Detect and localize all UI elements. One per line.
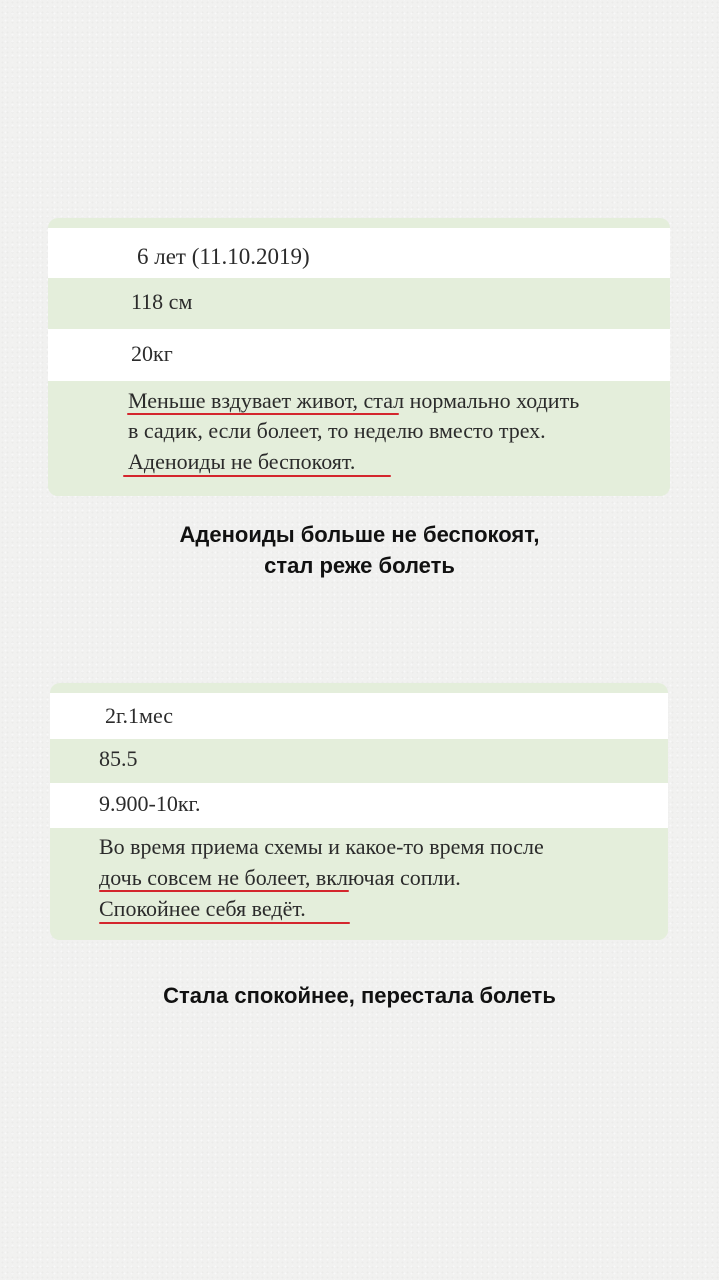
age-row (50, 693, 668, 739)
highlight-underline (123, 475, 391, 477)
weight-row (50, 783, 668, 828)
height-row (50, 739, 668, 783)
weight-value: 9.900-10кг. (99, 791, 201, 816)
caption-line: стал реже болеть (264, 553, 455, 578)
height-value: 118 см (131, 289, 193, 314)
highlight-underline (127, 413, 399, 415)
medical-record-card-2 (50, 683, 668, 940)
weight-value: 20кг (131, 341, 173, 366)
notes-line: Меньше вздувает живот, стал нормально ходить (128, 388, 580, 413)
notes-line: Аденоиды не беспокоят. (128, 449, 356, 474)
weight-row (48, 329, 670, 381)
notes-line: Во время приема схемы и какое-то время после (99, 834, 544, 859)
notes-line: Спокойнее себя ведёт. (99, 896, 306, 921)
notes-line: в садик, если болеет, то неделю вместо трех. (128, 418, 546, 443)
notes-row (48, 381, 670, 496)
highlight-underline (99, 890, 349, 892)
age-value: 2г.1мес (105, 703, 174, 728)
caption-line: Стала спокойнее, перестала болеть (163, 983, 556, 1008)
height-value: 85.5 (99, 746, 138, 771)
highlight-underline (99, 922, 350, 924)
caption-1 (0, 519, 719, 581)
height-row (48, 278, 670, 328)
caption-line: Аденоиды больше не беспокоят, (179, 522, 540, 547)
notes-line: дочь совсем не болеет, включая сопли. (99, 865, 461, 890)
caption-2 (0, 980, 719, 1011)
age-value: 6 лет (11.10.2019) (137, 244, 310, 269)
medical-record-card-1 (48, 218, 670, 496)
